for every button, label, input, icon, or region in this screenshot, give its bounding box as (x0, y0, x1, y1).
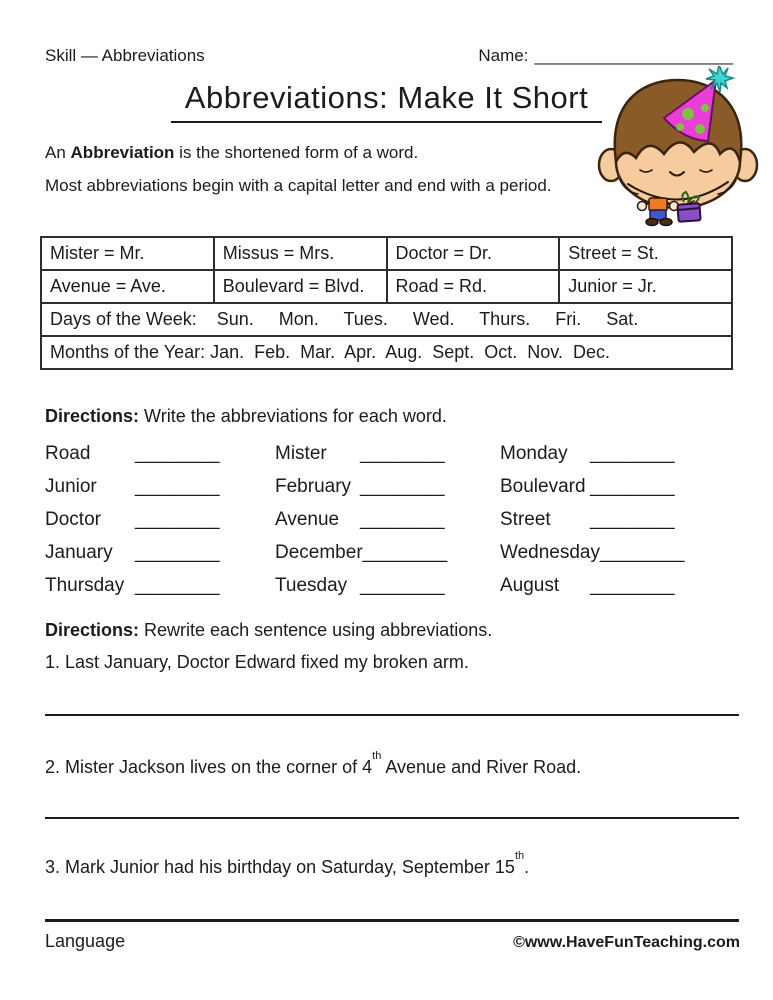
sentence-superscript: th (514, 850, 525, 862)
word-label: Boulevard (500, 475, 586, 497)
answer-blank: ________ (360, 508, 445, 530)
word-exercise-grid (45, 437, 725, 602)
sentence-2 (45, 750, 735, 778)
word-label: Junior (45, 475, 97, 497)
answer-blank: ________ (590, 475, 675, 497)
skill-label: Skill — Abbreviations (45, 46, 205, 65)
table-row (41, 270, 732, 303)
answer-blank: ________ (135, 442, 220, 464)
table-row-days (41, 303, 732, 336)
name-blank-line: _____________________ (534, 46, 733, 65)
table-cell: Missus = Mrs. (214, 237, 387, 270)
intro-line1-post: is the shortened form of a word. (174, 143, 419, 162)
word-label: Thursday (45, 574, 125, 596)
boy-with-party-hat-illustration (596, 66, 760, 238)
answer-line-1 (45, 714, 739, 716)
intro-line-1 (45, 136, 601, 169)
hand-left (638, 202, 647, 211)
months-of-year-cell: Months of the Year: Jan. Feb. Mar. Apr. Aug. Sept. Oct. Nov. Dec. (41, 336, 732, 369)
answer-blank: ________ (135, 475, 220, 497)
gift-box (677, 203, 700, 221)
sentence-text: 3. Mark Junior had his birthday on Saturday, September 15 (45, 857, 515, 877)
word-row (45, 470, 725, 503)
word-label: Tuesday (275, 574, 348, 596)
intro-text (45, 136, 601, 202)
word-label: Mister (275, 442, 327, 464)
answer-blank: ________ (135, 541, 220, 563)
footer-copyright: ©www.HaveFunTeaching.com (513, 934, 740, 951)
sentence-text: Avenue and River Road. (381, 757, 582, 777)
abbreviation-reference-table (40, 236, 733, 370)
answer-blank: ________ (360, 574, 445, 596)
sentence-text: 2. Mister Jackson lives on the corner of 4 (45, 757, 373, 777)
shoe-left (646, 219, 658, 226)
directions-sentences (45, 620, 492, 641)
intro-line1-bold: Abbreviation (70, 143, 175, 162)
answer-blank: ________ (590, 574, 675, 596)
sentence-1 (45, 652, 735, 673)
answer-line-2 (45, 817, 739, 819)
shoe-right (660, 219, 672, 226)
directions-text: Rewrite each sentence using abbreviations. (139, 620, 493, 640)
sentence-superscript: th (372, 750, 382, 762)
sentence-3 (45, 850, 735, 878)
footer-category: Language (45, 931, 126, 951)
answer-blank: ________ (590, 508, 675, 530)
answer-blank: ________ (362, 541, 448, 563)
answer-blank: ________ (135, 574, 220, 596)
sentence-text: 1. Last January, Doctor Edward fixed my broken arm. (45, 652, 469, 672)
table-row-months (41, 336, 732, 369)
intro-line-2: Most abbreviations begin with a capital letter and end with a period. (45, 176, 552, 195)
table-cell: Road = Rd. (387, 270, 560, 303)
word-row (45, 503, 725, 536)
word-label: Road (45, 442, 91, 464)
name-field (478, 46, 733, 66)
name-label: Name: (478, 46, 529, 65)
answer-blank: ________ (360, 475, 445, 497)
word-label: December (275, 541, 363, 563)
word-row (45, 536, 725, 569)
directions-label: Directions: (45, 406, 140, 426)
word-label: Street (500, 508, 551, 530)
page-title: Abbreviations: Make It Short (171, 80, 602, 123)
sentence-text: . (524, 857, 530, 877)
table-cell: Junior = Jr. (559, 270, 732, 303)
word-label: Wednesday (500, 541, 600, 563)
days-of-week-cell: Days of the Week: Sun. Mon. Tues. Wed. Thurs. Fri. Sat. (41, 303, 732, 336)
table-cell: Street = St. (559, 237, 732, 270)
word-row (45, 437, 725, 470)
directions-text: Write the abbreviations for each word. (139, 406, 447, 426)
word-label: Doctor (45, 508, 101, 530)
table-cell: Mister = Mr. (41, 237, 214, 270)
answer-blank: ________ (600, 541, 685, 563)
table-row (41, 237, 732, 270)
worksheet-header (45, 46, 733, 66)
shirt (649, 198, 667, 211)
directions-label: Directions: (45, 620, 140, 640)
word-label: Monday (500, 442, 568, 464)
table-cell: Boulevard = Blvd. (214, 270, 387, 303)
answer-line-3 (45, 919, 739, 922)
table-cell: Avenue = Ave. (41, 270, 214, 303)
word-label: Avenue (275, 508, 340, 530)
answer-blank: ________ (135, 508, 220, 530)
answer-blank: ________ (590, 442, 675, 464)
worksheet-footer (45, 931, 740, 952)
intro-line1-pre: An (45, 143, 71, 162)
directions-words (45, 406, 447, 427)
table-cell: Doctor = Dr. (387, 237, 560, 270)
word-label: August (500, 574, 560, 596)
word-row (45, 569, 725, 602)
word-label: January (45, 541, 113, 563)
word-label: February (275, 475, 352, 497)
answer-blank: ________ (360, 442, 445, 464)
